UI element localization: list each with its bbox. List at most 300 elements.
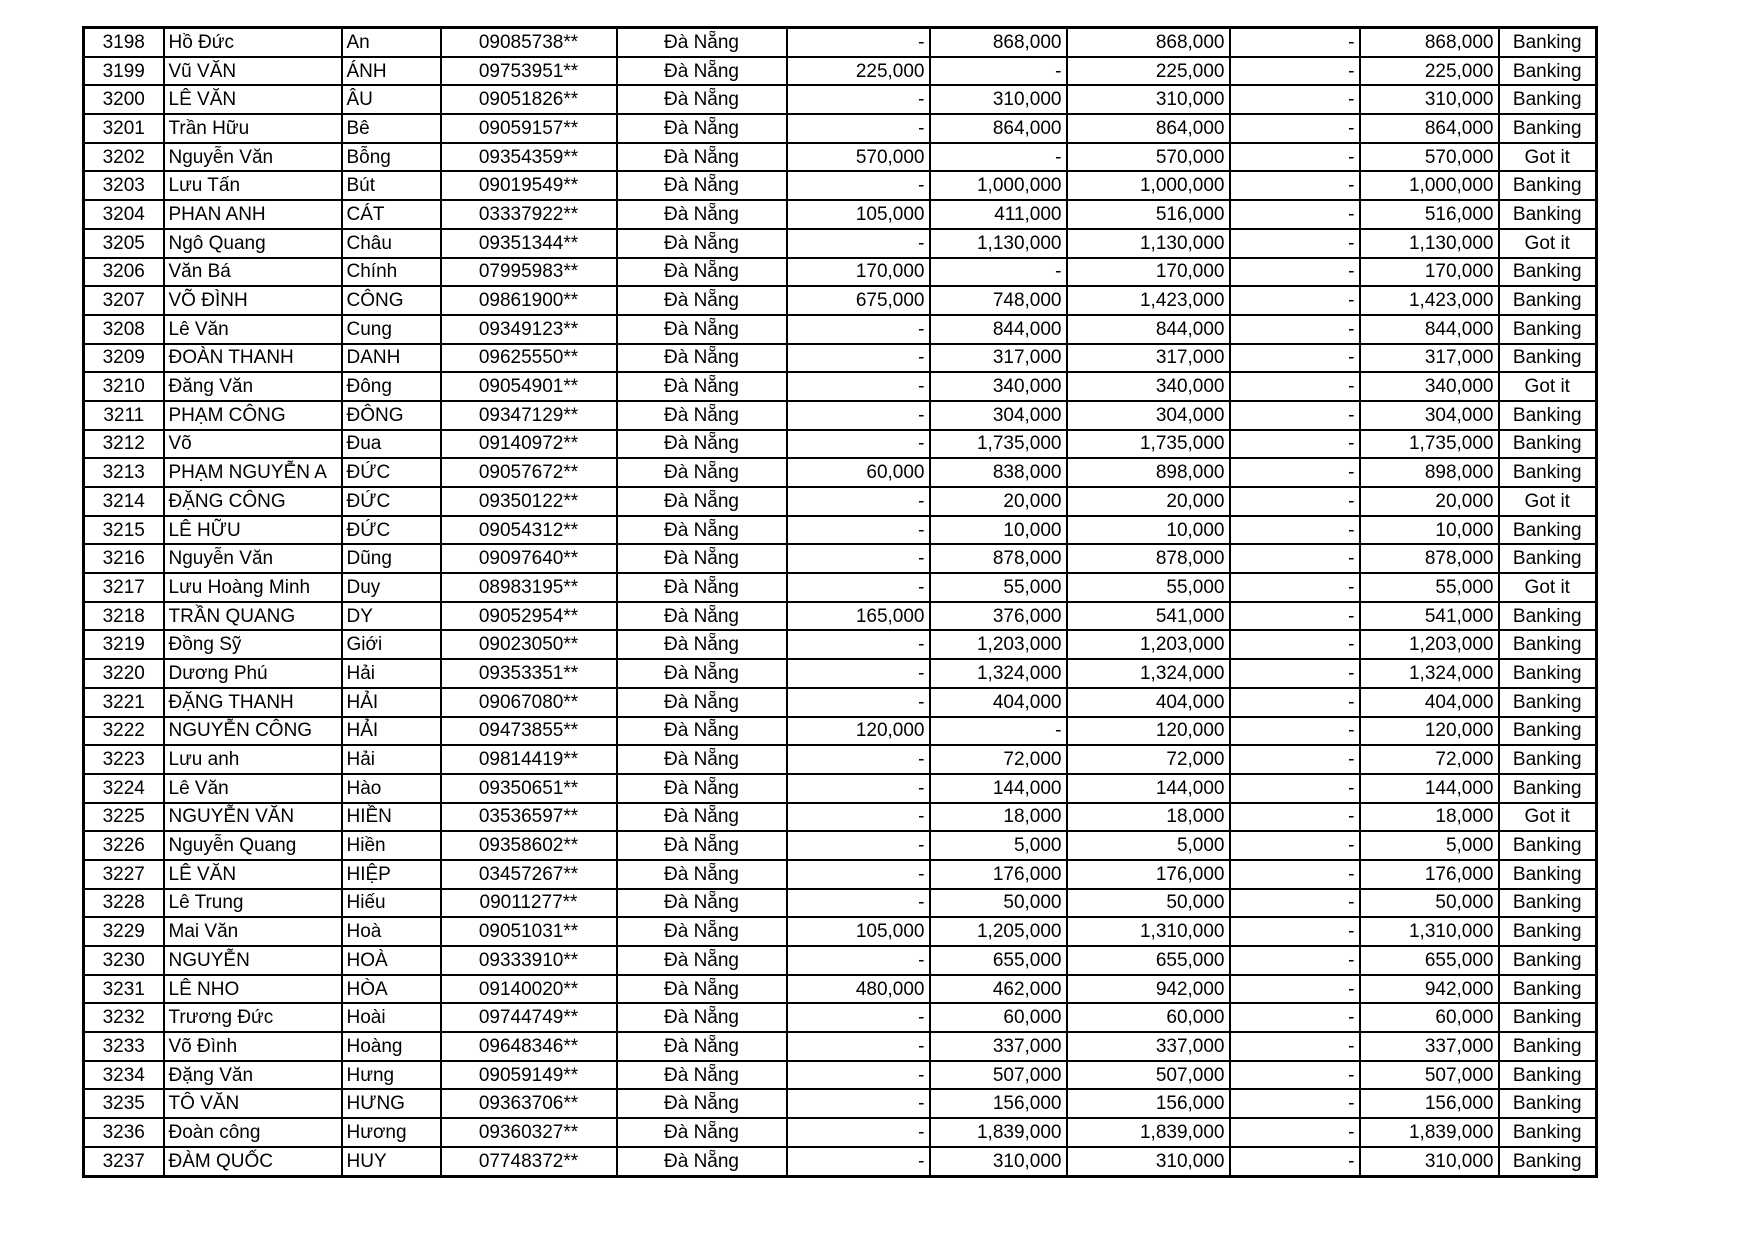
cell-amount-2: 1,205,000 xyxy=(930,917,1067,946)
cell-dash: - xyxy=(1230,171,1360,200)
cell-city: Đà Nẵng xyxy=(617,659,787,688)
table-row xyxy=(84,1147,1597,1176)
cell-row-id: 3231 xyxy=(84,975,164,1004)
cell-status: Banking xyxy=(1499,688,1597,717)
table-row xyxy=(84,458,1597,487)
cell-dash: - xyxy=(1230,602,1360,631)
cell-amount-1: - xyxy=(787,860,930,889)
cell-phone-masked: 09363706** xyxy=(441,1089,617,1118)
cell-city: Đà Nẵng xyxy=(617,774,787,803)
cell-amount-1: - xyxy=(787,745,930,774)
cell-city: Đà Nẵng xyxy=(617,1089,787,1118)
cell-amount-1: 170,000 xyxy=(787,258,930,287)
cell-amount-1: - xyxy=(787,1118,930,1147)
cell-status: Banking xyxy=(1499,975,1597,1004)
cell-city: Đà Nẵng xyxy=(617,630,787,659)
cell-status: Banking xyxy=(1499,630,1597,659)
cell-city: Đà Nẵng xyxy=(617,573,787,602)
cell-dash: - xyxy=(1230,860,1360,889)
table-row xyxy=(84,1003,1597,1032)
table-row xyxy=(84,516,1597,545)
cell-given-name: Hoài xyxy=(342,1003,441,1032)
cell-family-name: TRẦN QUANG xyxy=(164,602,342,631)
cell-amount-2: 304,000 xyxy=(930,401,1067,430)
cell-amount-2: - xyxy=(930,717,1067,746)
cell-amount-2: 50,000 xyxy=(930,889,1067,918)
cell-amount-final: 655,000 xyxy=(1360,946,1499,975)
cell-row-id: 3211 xyxy=(84,401,164,430)
cell-row-id: 3220 xyxy=(84,659,164,688)
cell-status: Banking xyxy=(1499,659,1597,688)
cell-amount-2: 144,000 xyxy=(930,774,1067,803)
cell-city: Đà Nẵng xyxy=(617,344,787,373)
cell-phone-masked: 09085738** xyxy=(441,28,617,57)
cell-city: Đà Nẵng xyxy=(617,372,787,401)
cell-amount-1: 225,000 xyxy=(787,57,930,86)
spreadsheet-area xyxy=(82,26,1598,1178)
cell-amount-final: 868,000 xyxy=(1360,28,1499,57)
cell-dash: - xyxy=(1230,200,1360,229)
cell-dash: - xyxy=(1230,917,1360,946)
cell-row-id: 3209 xyxy=(84,344,164,373)
cell-amount-final: 304,000 xyxy=(1360,401,1499,430)
table-row xyxy=(84,28,1597,57)
cell-city: Đà Nẵng xyxy=(617,401,787,430)
cell-phone-masked: 09354359** xyxy=(441,143,617,172)
cell-dash: - xyxy=(1230,831,1360,860)
cell-given-name: Hải xyxy=(342,659,441,688)
cell-row-id: 3210 xyxy=(84,372,164,401)
cell-given-name: HÒA xyxy=(342,975,441,1004)
cell-amount-1: - xyxy=(787,831,930,860)
cell-amount-2: 1,735,000 xyxy=(930,430,1067,459)
cell-dash: - xyxy=(1230,1089,1360,1118)
cell-given-name: ĐỨC xyxy=(342,487,441,516)
cell-family-name: Mai Văn xyxy=(164,917,342,946)
cell-phone-masked: 07995983** xyxy=(441,258,617,287)
table-row xyxy=(84,1118,1597,1147)
cell-amount-total: 404,000 xyxy=(1067,688,1230,717)
cell-city: Đà Nẵng xyxy=(617,1003,787,1032)
cell-family-name: ĐOÀN THANH xyxy=(164,344,342,373)
cell-row-id: 3199 xyxy=(84,57,164,86)
cell-amount-1: - xyxy=(787,659,930,688)
cell-amount-1: - xyxy=(787,688,930,717)
cell-amount-1: - xyxy=(787,85,930,114)
cell-amount-total: 878,000 xyxy=(1067,544,1230,573)
cell-amount-total: 176,000 xyxy=(1067,860,1230,889)
cell-phone-masked: 09054901** xyxy=(441,372,617,401)
cell-city: Đà Nẵng xyxy=(617,258,787,287)
cell-amount-total: 1,130,000 xyxy=(1067,229,1230,258)
cell-row-id: 3228 xyxy=(84,889,164,918)
table-row xyxy=(84,831,1597,860)
cell-amount-final: 310,000 xyxy=(1360,85,1499,114)
cell-status: Banking xyxy=(1499,315,1597,344)
cell-phone-masked: 03457267** xyxy=(441,860,617,889)
cell-family-name: PHAN ANH xyxy=(164,200,342,229)
cell-status: Banking xyxy=(1499,917,1597,946)
cell-amount-1: - xyxy=(787,573,930,602)
cell-amount-final: 1,324,000 xyxy=(1360,659,1499,688)
cell-amount-1: - xyxy=(787,1147,930,1176)
cell-phone-masked: 09648346** xyxy=(441,1032,617,1061)
cell-amount-total: 310,000 xyxy=(1067,85,1230,114)
payments-table xyxy=(82,26,1598,1178)
cell-given-name: DY xyxy=(342,602,441,631)
cell-phone-masked: 09019549** xyxy=(441,171,617,200)
cell-amount-final: 404,000 xyxy=(1360,688,1499,717)
cell-amount-2: - xyxy=(930,57,1067,86)
cell-amount-2: 5,000 xyxy=(930,831,1067,860)
cell-amount-1: - xyxy=(787,630,930,659)
cell-amount-2: 878,000 xyxy=(930,544,1067,573)
cell-amount-1: - xyxy=(787,315,930,344)
cell-amount-2: 340,000 xyxy=(930,372,1067,401)
cell-amount-total: 1,839,000 xyxy=(1067,1118,1230,1147)
cell-phone-masked: 09051826** xyxy=(441,85,617,114)
cell-row-id: 3229 xyxy=(84,917,164,946)
cell-status: Banking xyxy=(1499,544,1597,573)
cell-given-name: Châu xyxy=(342,229,441,258)
table-row xyxy=(84,946,1597,975)
cell-city: Đà Nẵng xyxy=(617,171,787,200)
cell-amount-2: 404,000 xyxy=(930,688,1067,717)
cell-family-name: Võ xyxy=(164,430,342,459)
cell-amount-1: 120,000 xyxy=(787,717,930,746)
cell-dash: - xyxy=(1230,286,1360,315)
cell-city: Đà Nẵng xyxy=(617,430,787,459)
cell-given-name: HẢI xyxy=(342,717,441,746)
cell-amount-final: 156,000 xyxy=(1360,1089,1499,1118)
cell-amount-2: 838,000 xyxy=(930,458,1067,487)
cell-dash: - xyxy=(1230,975,1360,1004)
cell-family-name: LÊ HỮU xyxy=(164,516,342,545)
cell-given-name: Đua xyxy=(342,430,441,459)
cell-phone-masked: 09350651** xyxy=(441,774,617,803)
cell-family-name: Nguyễn Văn xyxy=(164,143,342,172)
cell-row-id: 3232 xyxy=(84,1003,164,1032)
cell-amount-final: 1,423,000 xyxy=(1360,286,1499,315)
cell-status: Banking xyxy=(1499,774,1597,803)
cell-row-id: 3233 xyxy=(84,1032,164,1061)
table-row xyxy=(84,487,1597,516)
cell-given-name: HUY xyxy=(342,1147,441,1176)
cell-dash: - xyxy=(1230,717,1360,746)
cell-given-name: Bỗng xyxy=(342,143,441,172)
cell-amount-1: - xyxy=(787,774,930,803)
cell-dash: - xyxy=(1230,774,1360,803)
cell-city: Đà Nẵng xyxy=(617,917,787,946)
cell-city: Đà Nẵng xyxy=(617,1032,787,1061)
cell-amount-total: 20,000 xyxy=(1067,487,1230,516)
cell-status: Banking xyxy=(1499,831,1597,860)
cell-phone-masked: 09625550** xyxy=(441,344,617,373)
cell-dash: - xyxy=(1230,114,1360,143)
cell-amount-total: 1,324,000 xyxy=(1067,659,1230,688)
cell-dash: - xyxy=(1230,430,1360,459)
table-row xyxy=(84,57,1597,86)
cell-phone-masked: 03337922** xyxy=(441,200,617,229)
cell-city: Đà Nẵng xyxy=(617,831,787,860)
cell-phone-masked: 09023050** xyxy=(441,630,617,659)
cell-amount-total: 170,000 xyxy=(1067,258,1230,287)
cell-status: Got it xyxy=(1499,229,1597,258)
cell-status: Banking xyxy=(1499,171,1597,200)
cell-phone-masked: 09140972** xyxy=(441,430,617,459)
cell-phone-masked: 09351344** xyxy=(441,229,617,258)
cell-dash: - xyxy=(1230,487,1360,516)
cell-status: Got it xyxy=(1499,487,1597,516)
cell-phone-masked: 09753951** xyxy=(441,57,617,86)
cell-amount-total: 1,000,000 xyxy=(1067,171,1230,200)
cell-amount-1: - xyxy=(787,516,930,545)
cell-amount-total: 570,000 xyxy=(1067,143,1230,172)
cell-amount-total: 337,000 xyxy=(1067,1032,1230,1061)
cell-status: Banking xyxy=(1499,1061,1597,1090)
cell-dash: - xyxy=(1230,688,1360,717)
cell-status: Got it xyxy=(1499,372,1597,401)
cell-amount-final: 176,000 xyxy=(1360,860,1499,889)
cell-amount-2: 337,000 xyxy=(930,1032,1067,1061)
cell-amount-final: 18,000 xyxy=(1360,803,1499,832)
cell-status: Got it xyxy=(1499,573,1597,602)
cell-dash: - xyxy=(1230,659,1360,688)
cell-amount-final: 516,000 xyxy=(1360,200,1499,229)
cell-given-name: Chính xyxy=(342,258,441,287)
cell-amount-final: 317,000 xyxy=(1360,344,1499,373)
cell-city: Đà Nẵng xyxy=(617,975,787,1004)
cell-amount-total: 864,000 xyxy=(1067,114,1230,143)
cell-phone-masked: 09011277** xyxy=(441,889,617,918)
cell-family-name: Đặng Văn xyxy=(164,1061,342,1090)
table-row xyxy=(84,917,1597,946)
cell-amount-final: 5,000 xyxy=(1360,831,1499,860)
cell-phone-masked: 07748372** xyxy=(441,1147,617,1176)
cell-status: Banking xyxy=(1499,946,1597,975)
cell-phone-masked: 09054312** xyxy=(441,516,617,545)
cell-amount-1: - xyxy=(787,1061,930,1090)
cell-amount-total: 507,000 xyxy=(1067,1061,1230,1090)
cell-amount-1: - xyxy=(787,229,930,258)
cell-given-name: Hoàng xyxy=(342,1032,441,1061)
cell-amount-1: - xyxy=(787,946,930,975)
cell-given-name: Dũng xyxy=(342,544,441,573)
cell-phone-masked: 09349123** xyxy=(441,315,617,344)
cell-amount-1: 165,000 xyxy=(787,602,930,631)
cell-given-name: Cung xyxy=(342,315,441,344)
cell-amount-1: - xyxy=(787,1089,930,1118)
cell-row-id: 3236 xyxy=(84,1118,164,1147)
cell-amount-final: 878,000 xyxy=(1360,544,1499,573)
cell-dash: - xyxy=(1230,85,1360,114)
cell-status: Banking xyxy=(1499,1032,1597,1061)
cell-status: Banking xyxy=(1499,1118,1597,1147)
cell-row-id: 3221 xyxy=(84,688,164,717)
cell-phone-masked: 09059157** xyxy=(441,114,617,143)
cell-amount-final: 144,000 xyxy=(1360,774,1499,803)
cell-amount-final: 507,000 xyxy=(1360,1061,1499,1090)
cell-amount-2: 310,000 xyxy=(930,1147,1067,1176)
cell-amount-2: 1,324,000 xyxy=(930,659,1067,688)
cell-amount-total: 868,000 xyxy=(1067,28,1230,57)
cell-phone-masked: 09097640** xyxy=(441,544,617,573)
cell-city: Đà Nẵng xyxy=(617,458,787,487)
cell-status: Got it xyxy=(1499,803,1597,832)
cell-amount-final: 1,839,000 xyxy=(1360,1118,1499,1147)
cell-amount-final: 120,000 xyxy=(1360,717,1499,746)
cell-amount-total: 5,000 xyxy=(1067,831,1230,860)
cell-amount-total: 304,000 xyxy=(1067,401,1230,430)
cell-phone-masked: 09333910** xyxy=(441,946,617,975)
cell-row-id: 3223 xyxy=(84,745,164,774)
cell-dash: - xyxy=(1230,28,1360,57)
cell-family-name: Lưu Tấn xyxy=(164,171,342,200)
cell-amount-1: - xyxy=(787,401,930,430)
table-row xyxy=(84,659,1597,688)
cell-phone-masked: 09140020** xyxy=(441,975,617,1004)
cell-phone-masked: 09057672** xyxy=(441,458,617,487)
cell-family-name: ĐẶNG CÔNG xyxy=(164,487,342,516)
cell-status: Banking xyxy=(1499,401,1597,430)
cell-amount-total: 10,000 xyxy=(1067,516,1230,545)
cell-amount-total: 516,000 xyxy=(1067,200,1230,229)
cell-family-name: LÊ NHO xyxy=(164,975,342,1004)
cell-amount-1: - xyxy=(787,344,930,373)
cell-amount-2: 317,000 xyxy=(930,344,1067,373)
cell-family-name: Dương Phú xyxy=(164,659,342,688)
cell-given-name: CÁT xyxy=(342,200,441,229)
cell-given-name: Hào xyxy=(342,774,441,803)
cell-amount-total: 310,000 xyxy=(1067,1147,1230,1176)
cell-given-name: CÔNG xyxy=(342,286,441,315)
cell-amount-total: 317,000 xyxy=(1067,344,1230,373)
cell-city: Đà Nẵng xyxy=(617,717,787,746)
cell-phone-masked: 09347129** xyxy=(441,401,617,430)
cell-family-name: Lưu anh xyxy=(164,745,342,774)
cell-amount-final: 20,000 xyxy=(1360,487,1499,516)
cell-given-name: Hưng xyxy=(342,1061,441,1090)
cell-family-name: Văn Bá xyxy=(164,258,342,287)
cell-amount-final: 10,000 xyxy=(1360,516,1499,545)
cell-dash: - xyxy=(1230,1003,1360,1032)
table-row xyxy=(84,200,1597,229)
table-row xyxy=(84,544,1597,573)
cell-row-id: 3205 xyxy=(84,229,164,258)
cell-amount-final: 1,203,000 xyxy=(1360,630,1499,659)
cell-amount-1: - xyxy=(787,487,930,516)
cell-amount-1: 480,000 xyxy=(787,975,930,1004)
cell-amount-2: 1,839,000 xyxy=(930,1118,1067,1147)
cell-amount-final: 1,735,000 xyxy=(1360,430,1499,459)
cell-given-name: Hoà xyxy=(342,917,441,946)
cell-row-id: 3204 xyxy=(84,200,164,229)
table-row xyxy=(84,229,1597,258)
cell-amount-total: 156,000 xyxy=(1067,1089,1230,1118)
cell-family-name: VÕ ĐÌNH xyxy=(164,286,342,315)
cell-amount-2: 176,000 xyxy=(930,860,1067,889)
cell-given-name: Hương xyxy=(342,1118,441,1147)
cell-amount-2: 10,000 xyxy=(930,516,1067,545)
cell-row-id: 3202 xyxy=(84,143,164,172)
cell-amount-total: 1,203,000 xyxy=(1067,630,1230,659)
cell-given-name: HƯNG xyxy=(342,1089,441,1118)
cell-amount-2: 411,000 xyxy=(930,200,1067,229)
cell-city: Đà Nẵng xyxy=(617,688,787,717)
cell-amount-total: 50,000 xyxy=(1067,889,1230,918)
cell-amount-2: 748,000 xyxy=(930,286,1067,315)
table-row xyxy=(84,774,1597,803)
table-row xyxy=(84,745,1597,774)
cell-given-name: Bê xyxy=(342,114,441,143)
cell-city: Đà Nẵng xyxy=(617,946,787,975)
cell-city: Đà Nẵng xyxy=(617,602,787,631)
cell-status: Banking xyxy=(1499,85,1597,114)
cell-family-name: Lưu Hoàng Minh xyxy=(164,573,342,602)
table-row xyxy=(84,889,1597,918)
cell-family-name: Hồ Đức xyxy=(164,28,342,57)
cell-dash: - xyxy=(1230,630,1360,659)
cell-phone-masked: 09861900** xyxy=(441,286,617,315)
table-row xyxy=(84,803,1597,832)
cell-row-id: 3235 xyxy=(84,1089,164,1118)
cell-amount-final: 337,000 xyxy=(1360,1032,1499,1061)
cell-row-id: 3227 xyxy=(84,860,164,889)
cell-row-id: 3237 xyxy=(84,1147,164,1176)
cell-family-name: Đăng Văn xyxy=(164,372,342,401)
cell-dash: - xyxy=(1230,1061,1360,1090)
table-row xyxy=(84,602,1597,631)
cell-dash: - xyxy=(1230,745,1360,774)
cell-city: Đà Nẵng xyxy=(617,860,787,889)
cell-amount-total: 55,000 xyxy=(1067,573,1230,602)
table-row xyxy=(84,688,1597,717)
cell-amount-1: 675,000 xyxy=(787,286,930,315)
cell-amount-final: 1,310,000 xyxy=(1360,917,1499,946)
cell-row-id: 3225 xyxy=(84,803,164,832)
cell-amount-2: 72,000 xyxy=(930,745,1067,774)
cell-amount-2: 20,000 xyxy=(930,487,1067,516)
cell-city: Đà Nẵng xyxy=(617,889,787,918)
cell-city: Đà Nẵng xyxy=(617,28,787,57)
cell-row-id: 3215 xyxy=(84,516,164,545)
cell-dash: - xyxy=(1230,516,1360,545)
cell-dash: - xyxy=(1230,229,1360,258)
cell-family-name: Đoàn công xyxy=(164,1118,342,1147)
cell-given-name: Hiếu xyxy=(342,889,441,918)
cell-given-name: ĐỨC xyxy=(342,458,441,487)
cell-amount-1: - xyxy=(787,28,930,57)
cell-city: Đà Nẵng xyxy=(617,315,787,344)
cell-amount-final: 1,000,000 xyxy=(1360,171,1499,200)
cell-given-name: DANH xyxy=(342,344,441,373)
cell-dash: - xyxy=(1230,889,1360,918)
cell-phone-masked: 09360327** xyxy=(441,1118,617,1147)
table-row xyxy=(84,975,1597,1004)
cell-city: Đà Nẵng xyxy=(617,114,787,143)
cell-given-name: ĐÔNG xyxy=(342,401,441,430)
cell-amount-2: 864,000 xyxy=(930,114,1067,143)
table-row xyxy=(84,401,1597,430)
cell-city: Đà Nẵng xyxy=(617,803,787,832)
cell-amount-total: 942,000 xyxy=(1067,975,1230,1004)
cell-phone-masked: 03536597** xyxy=(441,803,617,832)
cell-dash: - xyxy=(1230,1147,1360,1176)
cell-dash: - xyxy=(1230,803,1360,832)
cell-family-name: Trương Đức xyxy=(164,1003,342,1032)
table-row xyxy=(84,171,1597,200)
table-row xyxy=(84,258,1597,287)
